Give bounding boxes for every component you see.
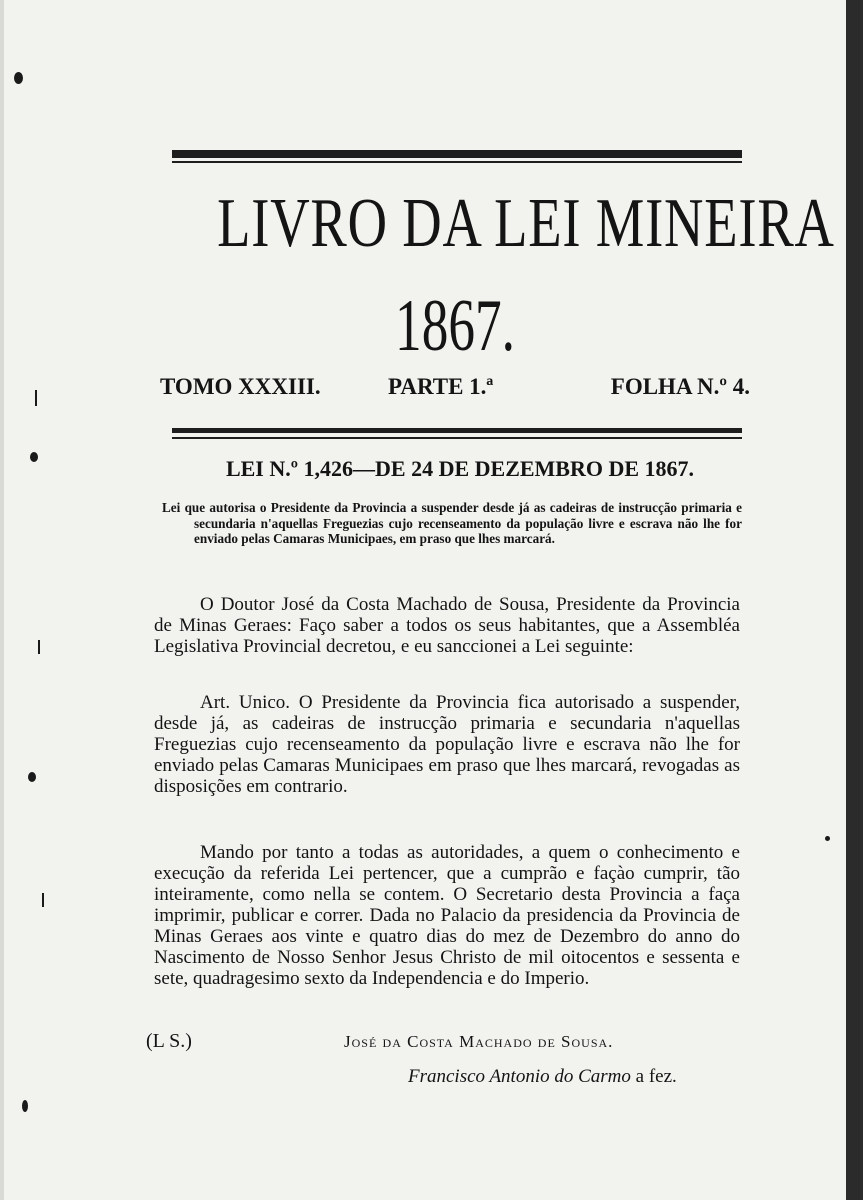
scan-edge bbox=[846, 0, 863, 1200]
punch-hole-mark bbox=[30, 452, 38, 462]
law-summary-text: Lei que autorisa o Presidente da Provincia a suspender desde já as cadeiras de instrucção primaria e secundaria n'aquellas Freguezias cujo recenseamento da população livre e escrava não lhe for enviado pelas Camaras Municipaes, em praso que lhes marcará. bbox=[162, 500, 742, 546]
president-signature: José da Costa Machado de Sousa. bbox=[344, 1032, 614, 1051]
seal-mark: (L S.) bbox=[146, 1030, 192, 1052]
scribe-name: Francisco Antonio do Carmo bbox=[408, 1066, 631, 1087]
scribe-line bbox=[408, 1066, 748, 1088]
header-rule-top bbox=[172, 150, 742, 158]
publication-title: LIVRO DA LEI MINEIRA bbox=[217, 185, 835, 262]
article-text: Art. Unico. O Presidente da Provincia fica autorisado a suspender, desde já, as cadeiras de instrucção primaria e secundaria n'aquellas Freguezias cujo recenseamento da população livre e escrava não lhe for enviado pelas Camaras Municipaes em praso que lhes marcará, revogadas as disposições em contrario. bbox=[154, 692, 740, 797]
parte-label: PARTE 1.ª bbox=[388, 374, 494, 399]
law-summary bbox=[162, 500, 742, 547]
volume-info-row bbox=[160, 374, 750, 402]
publication-year: 1867. bbox=[395, 285, 515, 367]
margin-tick bbox=[38, 640, 40, 654]
margin-dot bbox=[825, 836, 830, 841]
closing-paragraph bbox=[154, 842, 740, 989]
law-heading: LEI N.º 1,426—DE 24 DE DEZEMBRO DE 1867. bbox=[225, 456, 695, 481]
margin-tick bbox=[42, 893, 44, 907]
folha-label: FOLHA N.º 4. bbox=[610, 374, 750, 399]
punch-hole-mark bbox=[14, 72, 23, 84]
preamble-paragraph bbox=[154, 594, 740, 657]
article-paragraph bbox=[154, 692, 740, 797]
scribe-suffix: a fez. bbox=[630, 1066, 677, 1087]
punch-hole-mark bbox=[28, 772, 36, 782]
preamble-text: O Doutor José da Costa Machado de Sousa, Presidente da Provincia de Minas Geraes: Faço saber a todos os seus habitantes, que a Assembléa Legislativa Provincial decretou, e eu sanccionei a Lei seguinte: bbox=[154, 594, 740, 657]
closing-text: Mando por tanto a todas as autoridades, a quem o conhecimento e execução da referida Lei pertencer, que a cumprão e façào cumprir, tão inteiramente, como nella se contem. O Secretario desta Provincia a faça imprimir, publicar e correr. Dada no Palacio da presidencia da Provincia de Minas Geraes aos vinte e quatro dias do mez de Dezembro do anno do Nascimento de Nosso Senhor Jesus Christo de mil oitocentos e sessenta e sete, quadragesimo sexto da Independencia e do Imperio. bbox=[154, 842, 740, 989]
header-rule-top-thin bbox=[172, 161, 742, 163]
header-rule-bottom bbox=[172, 428, 742, 433]
signature-row bbox=[146, 1030, 746, 1056]
header-rule-bottom-thin bbox=[172, 437, 742, 439]
punch-hole-mark bbox=[22, 1100, 28, 1112]
margin-tick bbox=[35, 390, 37, 406]
tomo-label: TOMO XXXIII. bbox=[160, 374, 321, 399]
